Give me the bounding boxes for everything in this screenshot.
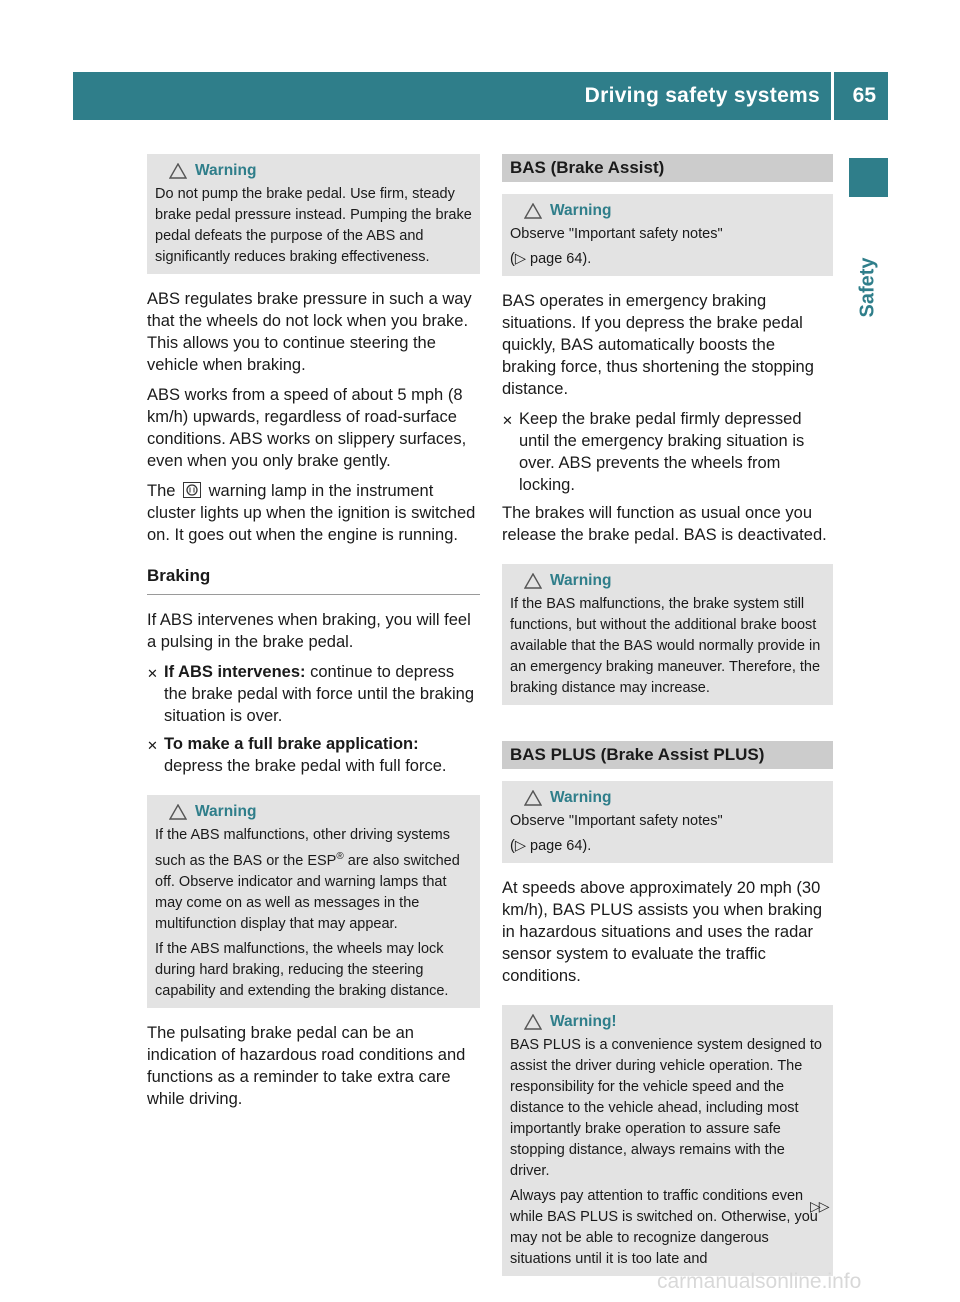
warning-triangle-icon xyxy=(524,790,542,806)
abs-warning-lamp-icon xyxy=(183,482,201,498)
warning-text: Observe "Important safety notes" xyxy=(510,226,723,242)
step-marker-icon: ✕ xyxy=(147,666,158,681)
instruction-step xyxy=(502,408,833,496)
paragraph: If ABS intervenes when braking, you will feel a pulsing in the brake pedal. xyxy=(147,611,471,651)
warning-triangle-icon xyxy=(169,163,187,179)
paragraph: The pulsating brake pedal can be an indication of hazardous road conditions and functions as a reminder to take extra care while driving. xyxy=(147,1023,466,1108)
warning-text xyxy=(155,825,472,935)
paragraph: ABS regulates brake pressure in such a way that the wheels do not lock when you brake. This allows you to continue steering the vehicle when braking. xyxy=(147,290,472,374)
warning-text: BAS PLUS is a convenience system designed to assist the driver during vehicle operation. The responsibility for the vehicle speed and the distance to the vehicle ahead, including most importantly brake operation to assure safe stopping distance, always remains with the driver. xyxy=(510,1037,822,1179)
section-heading: BAS PLUS (Brake Assist PLUS) xyxy=(502,741,833,769)
warning-text: Observe "Important safety notes" xyxy=(510,813,723,829)
step-marker-icon: ✕ xyxy=(502,413,513,428)
warning-text: If the BAS malfunctions, the brake system still functions, but without the additional brake boost available that the BAS would normally provide in an emergency braking maneuver. Therefore, the braking distance may increase. xyxy=(510,596,821,696)
step-text: Keep the brake pedal firmly depressed until the emergency braking situation is over. ABS prevents the wheels from locking. xyxy=(519,410,805,494)
warning-title: Warning xyxy=(195,162,257,179)
warning-title: Warning xyxy=(195,803,257,820)
warning-text-fragment: If the ABS malfunctions, other driving systems such as the BAS or the ESP xyxy=(155,827,450,869)
right-column xyxy=(502,154,833,1290)
warning-triangle-icon xyxy=(524,203,542,219)
page-header xyxy=(73,72,888,120)
section-heading: Braking xyxy=(147,560,480,595)
step-marker-icon: ✕ xyxy=(147,738,158,753)
text-fragment: warning lamp in the instrument cluster lights up when the ignition is switched on. It goes out when the engine is running. xyxy=(147,482,476,544)
watermark: carmanualsonline.info xyxy=(657,1270,862,1293)
side-marker xyxy=(849,158,888,197)
warning-text: If the ABS malfunctions, the wheels may lock during hard braking, reducing the steering capability and extending the braking distance. xyxy=(155,940,449,999)
registered-mark: ® xyxy=(336,851,344,862)
warning-box xyxy=(147,795,480,1008)
warning-box xyxy=(147,154,480,274)
left-column xyxy=(147,154,480,1118)
warning-title: Warning! xyxy=(550,1013,617,1030)
continue-arrows-icon: ▷▷ xyxy=(810,1198,828,1214)
text-fragment: The xyxy=(147,482,176,500)
warning-title: Warning xyxy=(550,202,612,219)
paragraph: At speeds above approximately 20 mph (30 km/h), BAS PLUS assists you when braking in hazardous situations and uses the radar sensor system to evaluate the traffic conditions. xyxy=(502,879,823,985)
page-number: 65 xyxy=(852,84,876,107)
warning-triangle-icon xyxy=(169,804,187,820)
warning-box xyxy=(502,781,833,863)
warning-text-fragment: are also switched off. Observe indicator and warning lamps that may come on as well as messages in the multifunction display that may appear. xyxy=(155,852,460,932)
warning-text: Always pay attention to traffic conditions even while BAS PLUS is switched on. Otherwise, you may not be able to recognize dangerous situations until it is too late and xyxy=(510,1188,818,1267)
step-text: continue to depress the brake pedal with force until the braking situation is over. xyxy=(164,663,475,725)
section-heading: BAS (Brake Assist) xyxy=(502,154,833,182)
page-reference: (▷ page 64). xyxy=(510,838,592,854)
warning-title: Warning xyxy=(550,789,612,806)
page-reference: (▷ page 64). xyxy=(510,251,592,267)
instruction-step xyxy=(147,733,480,777)
step-text: depress the brake pedal with full force. xyxy=(164,757,447,775)
warning-title: Warning xyxy=(550,572,612,589)
paragraph: The brakes will function as usual once you release the brake pedal. BAS is deactivated. xyxy=(502,504,827,544)
warning-box xyxy=(502,1005,833,1276)
warning-box xyxy=(502,194,833,276)
warning-text: Do not pump the brake pedal. Use firm, steady brake pedal pressure instead. Pumping the brake pedal defeats the purpose of the ABS and significantly reduces braking effectiveness. xyxy=(155,186,472,265)
chapter-tab-label: Safety xyxy=(857,256,879,318)
warning-triangle-icon xyxy=(524,1014,542,1030)
step-label: To make a full brake application: xyxy=(164,735,419,753)
section-title: Driving safety systems xyxy=(584,84,820,107)
header-divider xyxy=(831,72,834,120)
paragraph: BAS operates in emergency braking situations. If you depress the brake pedal quickly, BAS automatically boosts the braking force, thus shortening the stopping distance. xyxy=(502,292,814,398)
chapter-tab xyxy=(849,232,888,342)
paragraph: ABS works from a speed of about 5 mph (8 km/h) upwards, regardless of road-surface conditions. ABS works on slippery surfaces, even when you only brake gently. xyxy=(147,386,467,470)
instruction-step xyxy=(147,661,480,727)
paragraph xyxy=(147,480,480,546)
step-label: If ABS intervenes: xyxy=(164,663,306,681)
warning-triangle-icon xyxy=(524,573,542,589)
warning-box xyxy=(502,564,833,705)
